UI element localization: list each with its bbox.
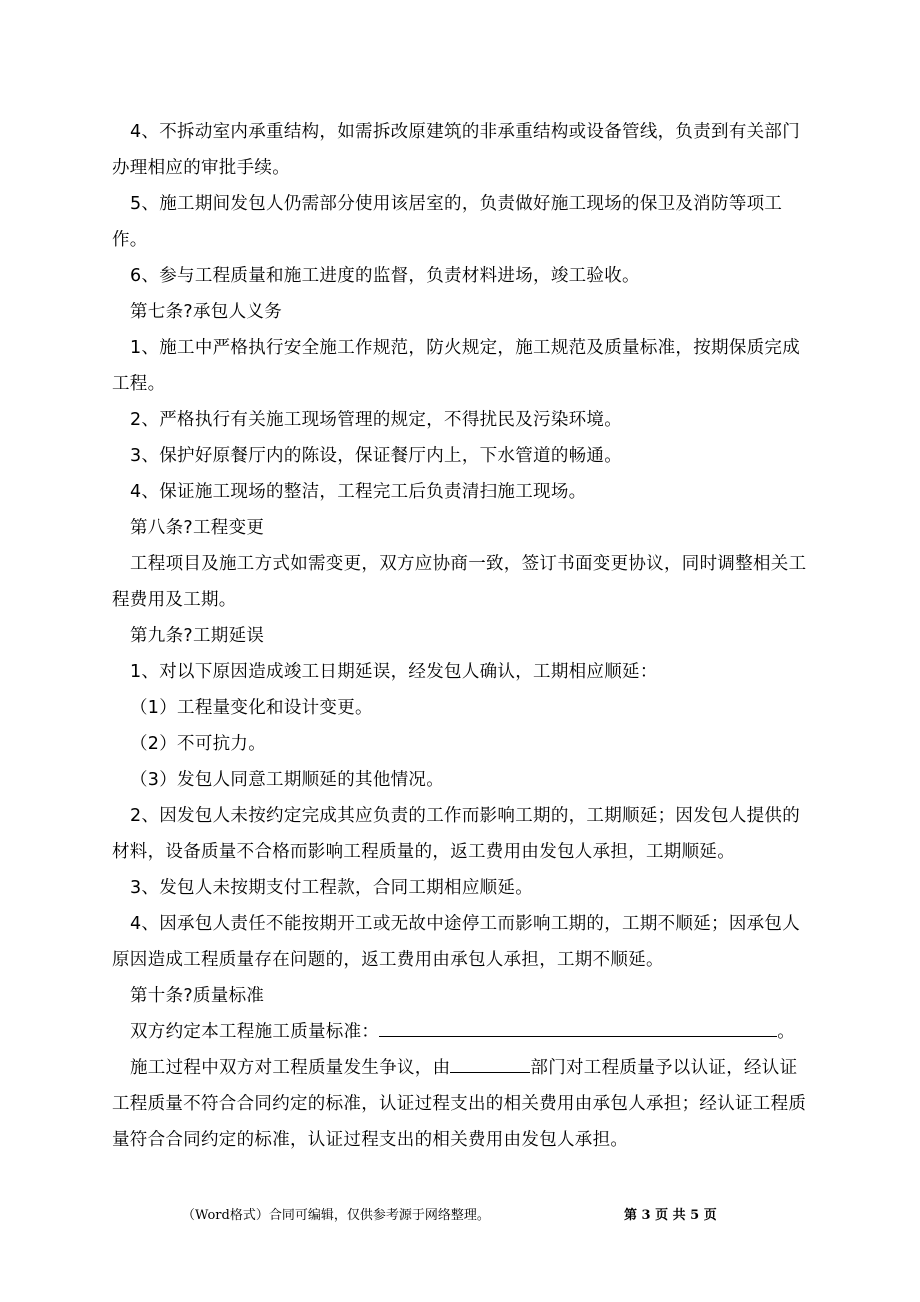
page-number: 第 3 页 共 5 页	[624, 1208, 717, 1223]
document-body	[112, 114, 812, 1158]
paragraph: 4、不拆动室内承重结构，如需拆改原建筑的非承重结构或设备管线，负责到有关部门办理相应的审批手续。	[112, 122, 801, 178]
paragraph: 1、施工中严格执行安全施工作规范，防火规定，施工规范及质量标准，按期保质完成工程。	[112, 338, 801, 394]
paragraph: （1）工程量变化和设计变更。	[130, 698, 373, 718]
paragraph: （2）不可抗力。	[130, 734, 267, 754]
paragraph: 4、因承包人责任不能按期开工或无故中途停工而影响工期的，工期不顺延；因承包人原因造成工程质量存在问题的，返工费用由承包人承担，工期不顺延。	[112, 914, 801, 970]
quality-standard-blank	[379, 1018, 777, 1037]
paragraph: 1、对以下原因造成竣工日期延误，经发包人确认，工期相应顺延：	[130, 662, 658, 682]
quality-standard-suffix: 。	[777, 1022, 796, 1042]
paragraph: 4、保证施工现场的整洁，工程完工后负责清扫施工现场。	[130, 482, 587, 502]
dispute-prefix: 施工过程中双方对工程质量发生争议，由	[130, 1058, 451, 1078]
paragraph: 3、保护好原餐厅内的陈设，保证餐厅内上，下水管道的畅通。	[130, 446, 623, 466]
department-blank	[450, 1054, 530, 1073]
paragraph: 2、严格执行有关施工现场管理的规定，不得扰民及污染环境。	[130, 410, 623, 430]
section-heading: 第十条?质量标准	[130, 986, 265, 1006]
paragraph: 6、参与工程质量和施工进度的监督，负责材料进场，竣工验收。	[130, 266, 640, 286]
paragraph: 3、发包人未按期支付工程款，合同工期相应顺延。	[130, 878, 534, 898]
section-heading: 第八条?工程变更	[130, 518, 265, 538]
quality-standard-line	[112, 1014, 812, 1050]
paragraph: 2、因发包人未按约定完成其应负责的工作而影响工期的，工期顺延；因发包人提供的材料，设备质量不合格而影响工程质量的，返工费用由发包人承担，工期顺延。	[112, 806, 801, 862]
paragraph: 工程项目及施工方式如需变更，双方应协商一致，签订书面变更协议，同时调整相关工程费用及工期。	[112, 554, 807, 610]
dispute-suffix: 部门对工程质量予以认证，经认证工程质量不符合合同约定的标准，认证过程支出的相关费用由承包人承担；经认证工程质量符合合同约定的标准，认证过程支出的相关费用由发包人承担。	[112, 1058, 807, 1150]
paragraph: （3）发包人同意工期顺延的其他情况。	[130, 770, 445, 790]
paragraph: 5、施工期间发包人仍需部分使用该居室的，负责做好施工现场的保卫及消防等项工作。	[112, 194, 783, 250]
section-heading: 第九条?工期延误	[130, 626, 265, 646]
quality-standard-label: 双方约定本工程施工质量标准：	[130, 1022, 380, 1042]
section-heading: 第七条?承包人义务	[130, 302, 282, 322]
dispute-paragraph	[112, 1050, 812, 1158]
footer-note: （Word格式）合同可编辑，仅供参考源于网络整理。	[182, 1208, 490, 1223]
